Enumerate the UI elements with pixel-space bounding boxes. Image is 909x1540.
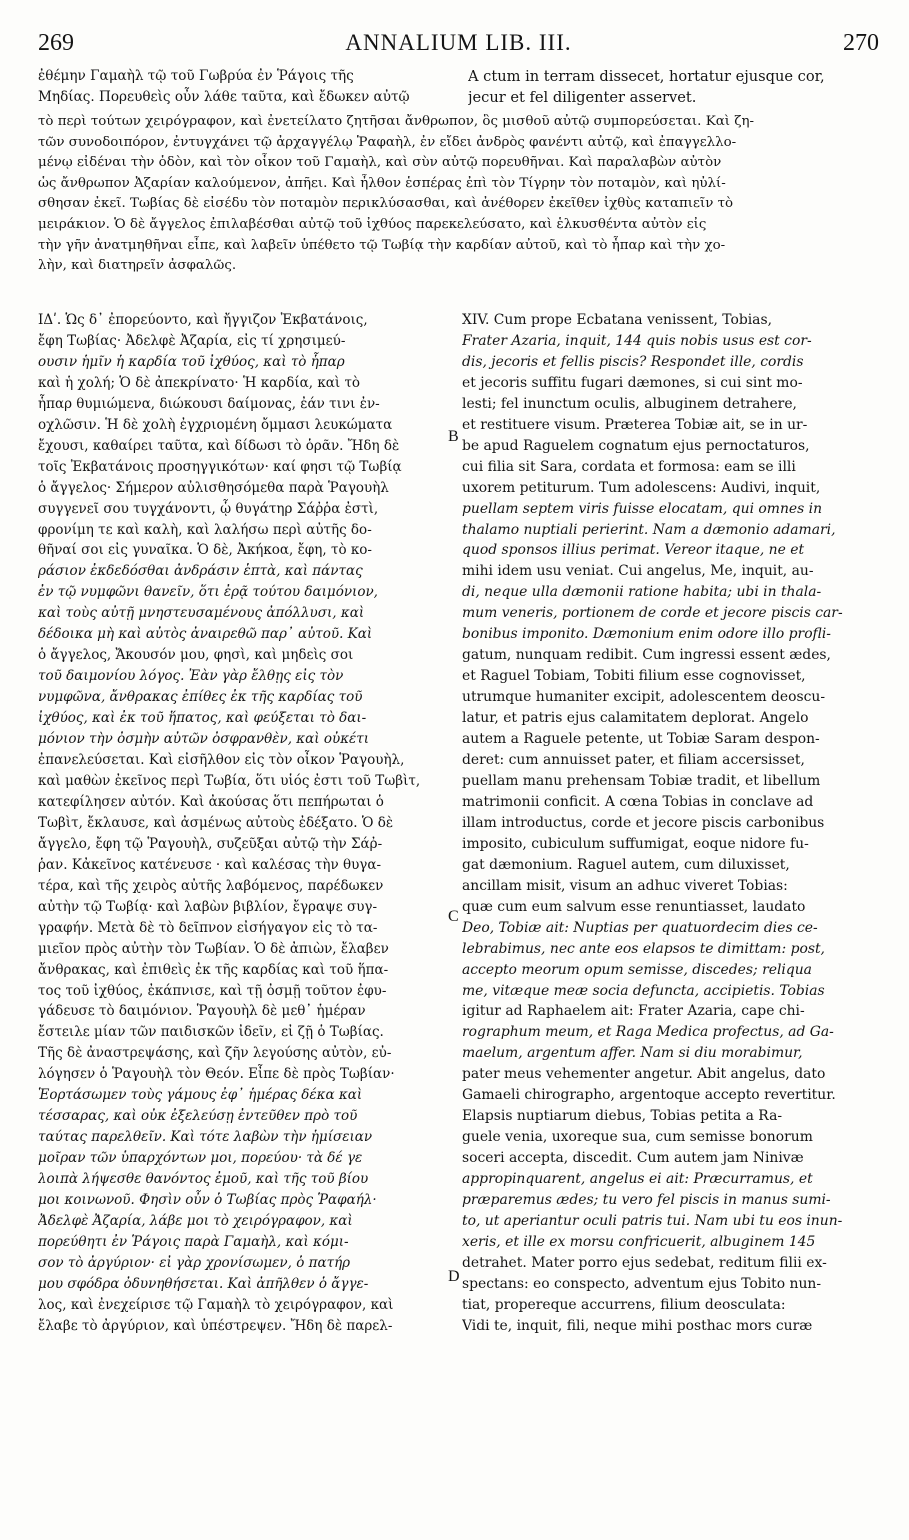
latin-text-line: bonibus imponito. Dæmonium enim odore illo profli-: [462, 626, 831, 643]
greek-text-line: λόγησεν ὁ Ῥαγουὴλ τὸν Θεόν. Εἶπε δὲ πρὸς Τωβίαν·: [38, 1066, 395, 1083]
latin-text-line: A ctum in terram dissecet, hortatur ejusque cor,: [468, 68, 825, 85]
margin-marker-b: B: [448, 428, 459, 445]
page-number-left: 269: [38, 30, 74, 56]
greek-text-line: τοῦ δαιμονίου λόγος. Ἐὰν γὰρ ἔλθῃς εἰς τὸν: [38, 668, 344, 685]
greek-text-line: ἧπαρ θυμιώμενα, διώκουσι δαίμονας, ἐάν τινι ἐν-: [38, 395, 380, 412]
greek-text-line: ἔχουσι, καθαίρει ταῦτα, καὶ δίδωσι τὸ ὁρᾶν. Ἤδη δὲ: [38, 437, 400, 454]
greek-text-line: ὁ ἄγγελος· Σήμερον αὐλισθησόμεθα παρὰ Ῥαγουὴλ: [38, 479, 389, 496]
greek-text-line: μειράκιον. Ὁ δὲ ἄγγελος ἐπιλαβέσθαι αὐτῷ τοῦ ἰχθύος παρεκελεύσατο, καὶ ἑλκυσθέντα αὐτὸν εἰς: [38, 216, 707, 232]
margin-marker-d: D: [448, 1268, 460, 1285]
latin-text-line: lebrabimus, nec ante eos elapsos te dimittam: post,: [462, 940, 825, 957]
latin-top-lines: [468, 66, 878, 108]
latin-text-line: pater meus vehementer angetur. Abit angelus, dato: [462, 1066, 826, 1083]
greek-text-line: τέσσαρας, καὶ οὐκ ἐξελεύσῃ ἐντεῦθεν πρὸ τοῦ: [38, 1108, 358, 1125]
latin-text-line: præparemus ædes; tu vero fel piscis in manus sumi-: [462, 1192, 831, 1209]
greek-text-line: μόνιον τὴν ὀσμὴν αὐτῶν ὀσφρανθὲν, καὶ οὐκέτι: [38, 731, 370, 748]
latin-text-line: deret: cum annuisset pater, et filiam accersisset,: [462, 752, 805, 769]
running-title: ANNALIUM LIB. III.: [345, 30, 572, 55]
latin-text-line: et Raguel Tobiam, Tobiti filium esse cognovisset,: [462, 668, 806, 685]
greek-text-line: ἐθέμην Γαμαὴλ τῷ τοῦ Γωβρύα ἐν Ῥάγοις τῆς: [38, 68, 354, 84]
latin-text-line: xeris, et ille ex morsu confricuerit, albuginem 145: [462, 1233, 816, 1250]
greek-text-line: Τῆς δὲ ἀναστρεψάσης, καὶ ζῆν λεγούσης αὐτὸν, εὐ-: [38, 1045, 392, 1062]
latin-text-line: Elapsis nuptiarum diebus, Tobias petita a Ra-: [462, 1108, 783, 1125]
greek-text-line: μένῳ εἰδέναι τὴν ὁδὸν, καὶ τὸν οἶκον τοῦ Γαμαὴλ, καὶ σὺν αὐτῷ πορευθῆναι. Καὶ παραλαβὼν αὐτὸν: [38, 155, 722, 171]
greek-text-line: καὶ μαθὼν ἐκεῖνος περὶ Τωβία, ὅτι υἱός ἐστι τοῦ Τωβὶτ,: [38, 772, 421, 789]
latin-text-line: rographum meum, et Raga Medica profectus, ad Ga-: [462, 1024, 834, 1041]
greek-top-lines: [38, 66, 458, 108]
greek-text-line: νυμφῶνα, ἄνθρακας ἐπίθες ἐκ τῆς καρδίας τοῦ: [38, 689, 363, 706]
greek-text-line: πορεύθητι ἐν Ῥάγοις παρὰ Γαμαὴλ, καὶ κόμι-: [38, 1233, 349, 1250]
greek-text-line: ἰχθύος, καὶ ἐκ τοῦ ἥπατος, καὶ φεύξεται τὸ δαι-: [38, 710, 367, 727]
greek-text-line: σθησαν ἐκεῖ. Τωβίας δὲ εἰσέδυ τὸν ποταμὸν περικλύσασθαι, καὶ ἀνέθορεν ἐκεῖθεν ἰχθὺς καταπιεῖν τὸ: [38, 196, 734, 212]
greek-text-line: καὶ ἡ χολή; Ὁ δὲ ἀπεκρίνατο· Ἡ καρδία, καὶ τὸ: [38, 374, 361, 391]
greek-text-line: ἄγγελο, ἔφη τῷ Ῥαγουὴλ, συζεῦξαι αὐτῷ τὴν Σάῤ-: [38, 835, 383, 852]
latin-text-line: thalamo nuptiali perierint. Nam a dæmonio adamari,: [462, 521, 836, 538]
latin-text-line: illam introductus, corde et jecore piscis carbonibus: [462, 814, 825, 831]
greek-text-line: ῥαν. Κἀκεῖνος κατένευσε · καὶ καλέσας τὴν θυγα-: [38, 856, 382, 873]
latin-text-line: soceri accepta, discedit. Cum autem jam Ninivæ: [462, 1150, 804, 1167]
greek-text-line: ράσιον ἐκδεδόσθαι ἀνδράσιν ἑπτὰ, καὶ πάντας: [38, 563, 363, 580]
greek-text-line: ἄνθρακας, καὶ ἐπιθεὶς ἐκ τῆς καρδίας καὶ τοῦ ἥπα-: [38, 961, 389, 978]
latin-text-line: to, ut aperiantur oculi patris tui. Nam ubi tu eos inun-: [462, 1212, 843, 1229]
greek-text-line: τοῖς Ἐκβατάνοις προσηγγικότων· καί φησι τῷ Τωβίᾳ: [38, 458, 402, 475]
latin-text-line: lesti; fel inunctum oculis, albuginem detrahere,: [462, 395, 797, 412]
margin-marker-c: C: [448, 908, 459, 925]
greek-text-line: Ἑορτάσωμεν τοὺς γάμους ἐφ᾽ ἡμέρας δέκα καὶ: [38, 1087, 363, 1104]
latin-text-line: di, neque ulla dæmonii ratione habita; ubi in thala-: [462, 584, 822, 601]
greek-text-line: κατεφίλησεν αὐτόν. Καὶ ἀκούσας ὅτι πεπήρωται ὁ: [38, 793, 384, 810]
greek-text-line: γραφήν. Μετὰ δὲ τὸ δεῖπνον εἰσήγαγον εἰς τὸ τα-: [38, 919, 378, 936]
latin-text-line: autem a Raguele petente, ut Tobiæ Saram despon-: [462, 731, 820, 748]
greek-text-line: θῆναί σοι εἰς γυναῖκα. Ὁ δὲ, Ἀκήκοα, ἔφη, τὸ κο-: [38, 542, 372, 559]
greek-text-line: δέδοικα μὴ καὶ αὐτὸς ἀναιρεθῶ παρ᾽ αὐτοῦ. Καὶ: [38, 626, 373, 643]
greek-text-line: οχλῶσιν. Ἡ δὲ χολὴ ἐγχριομένη ὄμμασι λευκώματα: [38, 416, 393, 433]
greek-text-line: μου σφόδρα ὀδυνηθήσεται. Καὶ ἀπῆλθεν ὁ ἄγγε-: [38, 1275, 369, 1292]
greek-text-line: ταύτας παρελθεῖν. Καὶ τότε λαβὼν τὴν ἡμίσειαν: [38, 1129, 373, 1146]
greek-text-line: Μηδίας. Πορευθεὶς οὖν λάθε ταῦτα, καὶ ἔδωκεν αὐτῷ: [38, 89, 410, 105]
greek-text-line: τὴν γῆν ἀνατμηθῆναι εἶπε, καὶ λαβεῖν ὑπέθετο τῷ Τωβίᾳ τὴν καρδίαν αὐτοῦ, καὶ τὸ ἧπαρ καὶ τὴν χο-: [38, 237, 726, 253]
latin-text-line: puellam manu prehensam Tobiæ tradit, et libellum: [462, 772, 821, 789]
latin-text-line: mum veneris, portionem de corde et jecore piscis car-: [462, 605, 843, 622]
latin-text-line: gatum, nunquam redibit. Cum ingressi essent ædes,: [462, 647, 831, 664]
greek-text-line: λος, καὶ ἐνεχείρισε τῷ Γαμαὴλ τὸ χειρόγραφον, καὶ: [38, 1296, 394, 1313]
latin-text-line: maelum, argentum affer. Nam si diu morabimur,: [462, 1045, 803, 1062]
latin-text-line: tiat, propereque accurrens, filium deosculata:: [462, 1296, 786, 1313]
greek-text-line: ἔλαβε τὸ ἀργύριον, καὶ ὑπέστρεψεν. Ἤδη δὲ παρελ-: [38, 1317, 393, 1334]
latin-text-line: Deo, Tobiæ ait: Nuptias per quatuordecim dies ce-: [462, 919, 818, 936]
latin-text-line: spectans: eo conspecto, adventum ejus Tobito nun-: [462, 1275, 822, 1292]
greek-text-line: τος τοῦ ἰχθύος, ἐκάπνισε, καὶ τῇ ὀσμῇ τοῦτον ἐφυ-: [38, 982, 387, 999]
latin-text-line: Frater Azaria, inquit, 144 quis nobis usus est cor-: [462, 332, 812, 349]
greek-text-line: λὴν, καὶ διατηρεῖν ἀσφαλῶς.: [38, 258, 237, 274]
greek-text-line: σον τὸ ἀργύριον· εἰ γὰρ χρονίσωμεν, ὁ πατήρ: [38, 1254, 351, 1271]
greek-text-line: τῶν συνοδοιπόρον, ἐντυγχάνει τῷ ἀρχαγγέλῳ Ῥαφαὴλ, ἐν εἴδει ἀνδρὸς φανέντι αὐτῷ, καὶ ἐπαγγελλο-: [38, 134, 737, 150]
greek-text-line: ΙΔʹ. Ὡς δ᾽ ἐπορεύοντο, καὶ ἤγγιζον Ἐκβατάνοις,: [38, 312, 368, 328]
greek-text-line: ἔφη Τωβίας· Ἀδελφὲ Ἀζαρία, εἰς τί χρησιμεύ-: [38, 332, 346, 349]
greek-text-line: μιεῖον πρὸς αὐτὴν τὸν Τωβίαν. Ὁ δὲ ἀπιὼν, ἔλαβεν: [38, 940, 389, 957]
latin-text-line: Gamaeli chirographo, argentoque accepto revertitur.: [462, 1087, 836, 1104]
latin-text-line: puellam septem viris fuisse elocatam, qui omnes in: [462, 500, 823, 517]
latin-text-line: XIV. Cum prope Ecbatana venissent, Tobias,: [462, 312, 772, 328]
latin-text-line: imposito, cubiculum suffumigat, eoque nidore fu-: [462, 835, 809, 852]
latin-column: [462, 310, 878, 1337]
greek-text-line: ἐπανελεύσεται. Καὶ εἰσῆλθον εἰς τὸν οἶκον Ῥαγουὴλ,: [38, 752, 405, 769]
greek-text-line: ἐν τῷ νυμφῶνι θανεῖν, ὅτι ἐρᾷ τούτου δαιμόνιον,: [38, 584, 378, 601]
latin-text-line: uxorem petiturum. Tum adolescens: Audivi, inquit,: [462, 479, 821, 496]
greek-text-line: αὐτὴν τῷ Τωβίᾳ· καὶ λαβὼν βιβλίον, ἔγραψε συγ-: [38, 898, 378, 915]
latin-text-line: mihi idem usu veniat. Cui angelus, Me, inquit, au-: [462, 563, 814, 580]
latin-text-line: cui filia sit Sara, cordata et formosa: eam se illi: [462, 458, 796, 475]
greek-text-line: γάδευσε τὸ δαιμόνιον. Ῥαγουὴλ δὲ μεθ᾽ ἡμέραν: [38, 1003, 366, 1020]
latin-text-line: ancillam misit, visum an adhuc viveret Tobias:: [462, 877, 788, 894]
latin-text-line: accepto meorum opum semisse, discedes; reliqua: [462, 961, 812, 978]
greek-full-width-text: [38, 112, 878, 277]
latin-text-line: detrahet. Mater porro ejus sedebat, reditum filii ex-: [462, 1254, 827, 1271]
latin-text-line: latur, et patris ejus calamitatem deplorat. Angelo: [462, 710, 809, 727]
latin-text-line: quod sponsos illius perimat. Vereor itaque, ne et: [462, 542, 805, 559]
greek-text-line: καὶ τοὺς αὐτῇ μνηστευσαμένους ἀπόλλυσι, καὶ: [38, 605, 365, 622]
latin-text-line: guele venia, uxoreque sua, cum semisse bonorum: [462, 1129, 813, 1146]
greek-text-line: ἔστειλε μίαν τῶν παιδισκῶν ἰδεῖν, εἰ ζῇ ὁ Τωβίας.: [38, 1024, 384, 1041]
latin-text-line: jecur et fel diligenter asservet.: [468, 89, 697, 106]
greek-text-line: συγγενεῖ σου τυγχάνοντι, ᾧ θυγάτηρ Σάῤῥα ἐστὶ,: [38, 500, 379, 517]
latin-text-line: et restituere visum. Præterea Tobiæ ait, se in ur-: [462, 416, 808, 433]
latin-text-line: matrimonii conficit. A cœna Tobias in conclave ad: [462, 793, 814, 810]
latin-text-line: Vidi te, inquit, fili, neque mihi posthac mors curæ: [462, 1317, 813, 1334]
greek-text-line: μοῖραν τῶν ὑπαρχόντων μοι, πορεύου· τὰ δέ γε: [38, 1150, 363, 1167]
latin-text-line: quæ cum eum salvum esse renuntiasset, laudato: [462, 898, 806, 915]
greek-text-line: ὁ ἄγγελος, Ἄκουσόν μου, φησὶ, καὶ μηδεὶς σοι: [38, 647, 354, 664]
latin-text-line: gat dæmonium. Raguel autem, cum diluxisset,: [462, 856, 790, 873]
running-header: [38, 30, 879, 70]
greek-text-line: λοιπὰ λήψεσθε θανόντος ἐμοῦ, καὶ τῆς τοῦ βίου: [38, 1171, 369, 1188]
page-number-right: 270: [843, 30, 879, 56]
greek-text-line: μοι κοινωνοῦ. Φησὶν οὖν ὁ Τωβίας πρὸς Ῥαφαήλ·: [38, 1192, 377, 1209]
greek-text-line: ὡς ἄνθρωπον Ἀζαρίαν καλούμενον, ἀπῆει. Καὶ ἦλθον ἑσπέρας ἐπὶ τὸν Τίγρην τὸν ποταμὸν, καὶ ηὐλί-: [38, 175, 726, 191]
greek-column: [38, 310, 440, 1337]
latin-text-line: me, vitæque meæ socia defuncta, accipietis. Tobias: [462, 982, 825, 999]
latin-text-line: appropinquarent, angelus ei ait: Præcurramus, et: [462, 1171, 813, 1188]
greek-text-line: τέρα, καὶ τῆς χειρὸς αὐτῆς λαβόμενος, παρέδωκεν: [38, 877, 384, 894]
greek-text-line: Τωβὶτ, ἔκλαυσε, καὶ ἀσμένως αὐτοὺς ἐδέξατο. Ὁ δὲ: [38, 814, 394, 831]
greek-text-line: ουσιν ἡμῖν ἡ καρδία τοῦ ἰχθύος, καὶ τὸ ἧπαρ: [38, 353, 345, 370]
greek-text-line: τὸ περὶ τούτων χειρόγραφον, καὶ ἐνετείλατο ζητῆσαι ἄνθρωπον, ὃς μισθοῦ αὐτῷ συμπορεύσεται. Καὶ ζη-: [38, 114, 755, 129]
latin-text-line: dis, jecoris et fellis piscis? Respondet ille, cordis: [462, 353, 804, 370]
latin-text-line: et jecoris suffitu fugari dæmones, si cui sint mo-: [462, 374, 803, 391]
greek-text-line: φρονίμη τε καὶ καλὴ, καὶ λαλήσω περὶ αὐτῆς δο-: [38, 521, 372, 538]
latin-text-line: utrumque humaniter excipit, adolescentem deoscu-: [462, 689, 826, 706]
latin-text-line: be apud Raguelem cognatum ejus pernoctaturos,: [462, 437, 810, 454]
latin-text-line: igitur ad Raphaelem ait: Frater Azaria, cape chi-: [462, 1003, 805, 1020]
greek-text-line: Ἀδελφὲ Ἀζαρία, λάβε μοι τὸ χειρόγραφον, καὶ: [38, 1212, 353, 1229]
